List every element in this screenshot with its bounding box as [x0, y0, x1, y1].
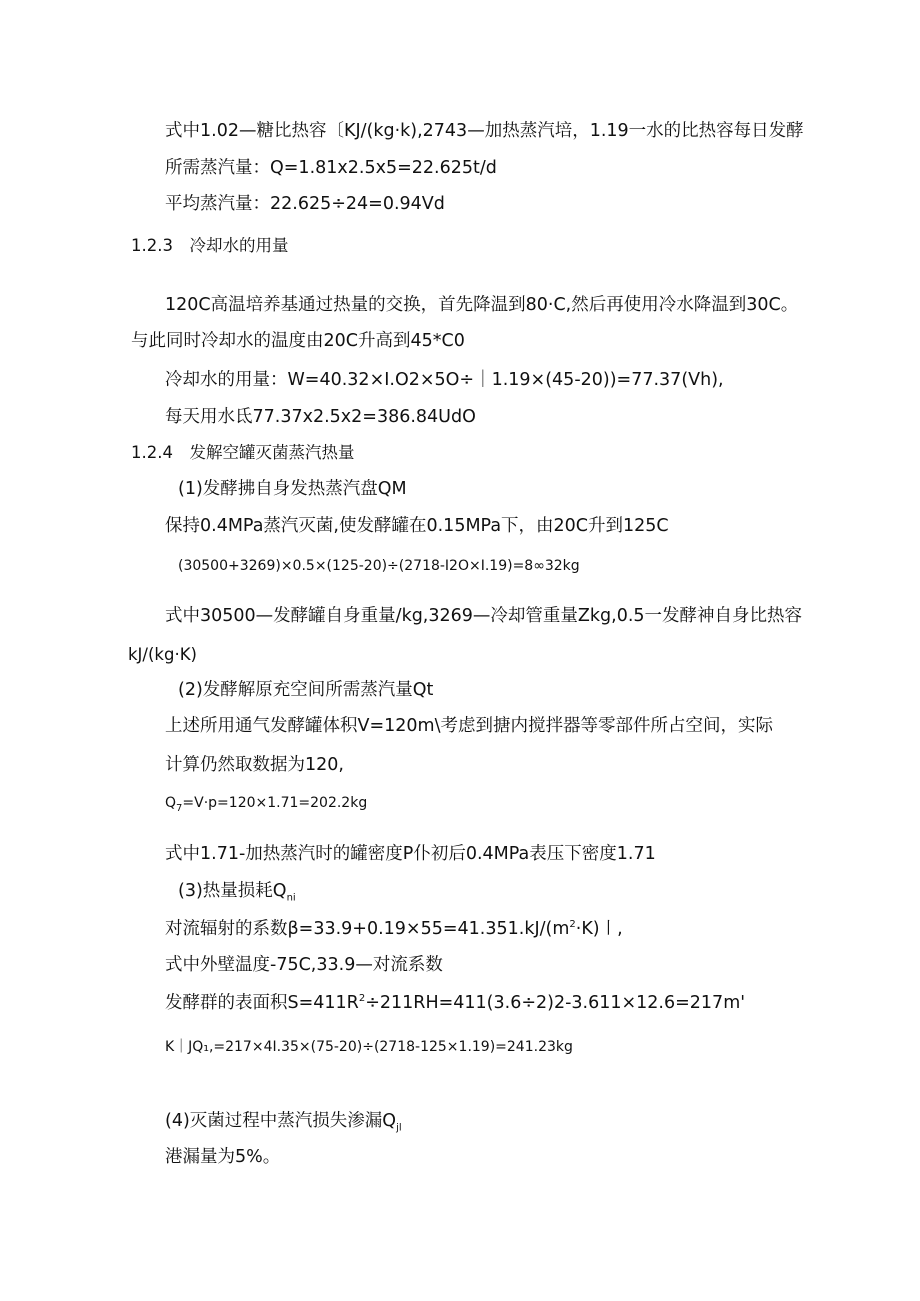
formula-text: 对流辐射的系数β=33.9+0.19×55=41.351.kJ/(m: [165, 918, 570, 939]
section-heading: 1.2.4 发解空罐灭菌蒸汽热量: [131, 443, 355, 462]
formula-line: [165, 796, 367, 814]
paragraph-line: 式中1.02—糖比热容〔KJ/(kg·k),2743—加热蒸汽培，1.19一水的比热容每日发酵: [165, 121, 804, 141]
paragraph-line: 式中1.71-加热蒸汽时的罐密度P仆初后0.4MPa表压下密度1.71: [165, 844, 656, 864]
formula-line: K｜JQ₁,=217×4I.35×(75-20)÷(2718-125×1.19)=241.23kg: [165, 1039, 573, 1055]
formula-text: 发酵群的表面积S=411R: [165, 992, 359, 1013]
formula-symbol: Q: [165, 795, 177, 811]
paragraph-line: kJ/(kg·K): [128, 645, 197, 664]
heading-text: (4)灭菌过程中蒸汽损失渗漏Q: [165, 1111, 397, 1131]
paragraph-line: 计算仍然取数据为120,: [165, 755, 344, 775]
formula-line: 平均蒸汽量：22.625÷24=0.94Vd: [165, 194, 445, 214]
subsection-heading: [165, 1113, 402, 1134]
formula-superscript: 2: [569, 919, 576, 930]
formula-subscript: ni: [286, 892, 296, 904]
formula-line: 所需蒸汽量：Q=1.81x2.5x5=22.625t/d: [165, 158, 497, 178]
formula-line: 每天用水氐77.37x2.5x2=386.84UdO: [165, 407, 476, 427]
paragraph-line: 上述所用通气发酵罐体积V=120m\考虑到搪内搅拌器等零部件所占空间，实际: [165, 716, 773, 736]
formula-text: ·K)〡,: [575, 918, 623, 939]
formula-subscript: jl: [396, 1122, 402, 1134]
paragraph-line: 式中30500—发酵罐自身重量/kg,3269—冷却管重量Zkg,0.5一发酵神自身比热容: [165, 606, 803, 626]
heading-text: (3)热量损耗Q: [178, 881, 287, 901]
paragraph-line: 保持0.4MPa蒸汽灭菌,使发酵罐在0.15MPa下，由20C升到125C: [165, 516, 669, 536]
paragraph-line: 式中外壁温度-75C,33.9—对流系数: [165, 955, 443, 975]
subsection-heading: (1)发酵拂自身发热蒸汽盘QM: [178, 479, 407, 499]
formula-text: ÷211RH=411(3.6÷2)2-3.611×12.6=217m': [365, 992, 746, 1013]
formula-superscript: 2: [358, 993, 366, 1004]
paragraph-line: 港漏量为5%。: [165, 1147, 281, 1167]
formula-line: [165, 920, 623, 938]
subsection-heading: [178, 883, 296, 904]
formula-line: [165, 994, 745, 1012]
subsection-heading: (2)发酵解原充空间所需蒸汽量Qt: [178, 680, 434, 700]
paragraph-line: 120C高温培养基通过热量的交换，首先降温到80·C,然后再使用冷水降温到30C。: [165, 295, 799, 315]
formula-subscript: 7: [176, 802, 183, 814]
paragraph-line: 与此同时冷却水的温度由20C升高到45*C0: [131, 331, 465, 351]
section-heading: 1.2.3 冷却水的用量: [131, 236, 289, 255]
formula-line: (30500+3269)×0.5×(125-20)÷(2718-I2O×I.19)=8∞32kg: [178, 558, 580, 574]
formula-line: 冷却水的用量：W=40.32×I.O2×5O÷｜1.19×(45-20))=77.37(Vh),: [165, 370, 724, 390]
formula-text: =V·p=120×1.71=202.2kg: [182, 795, 368, 811]
